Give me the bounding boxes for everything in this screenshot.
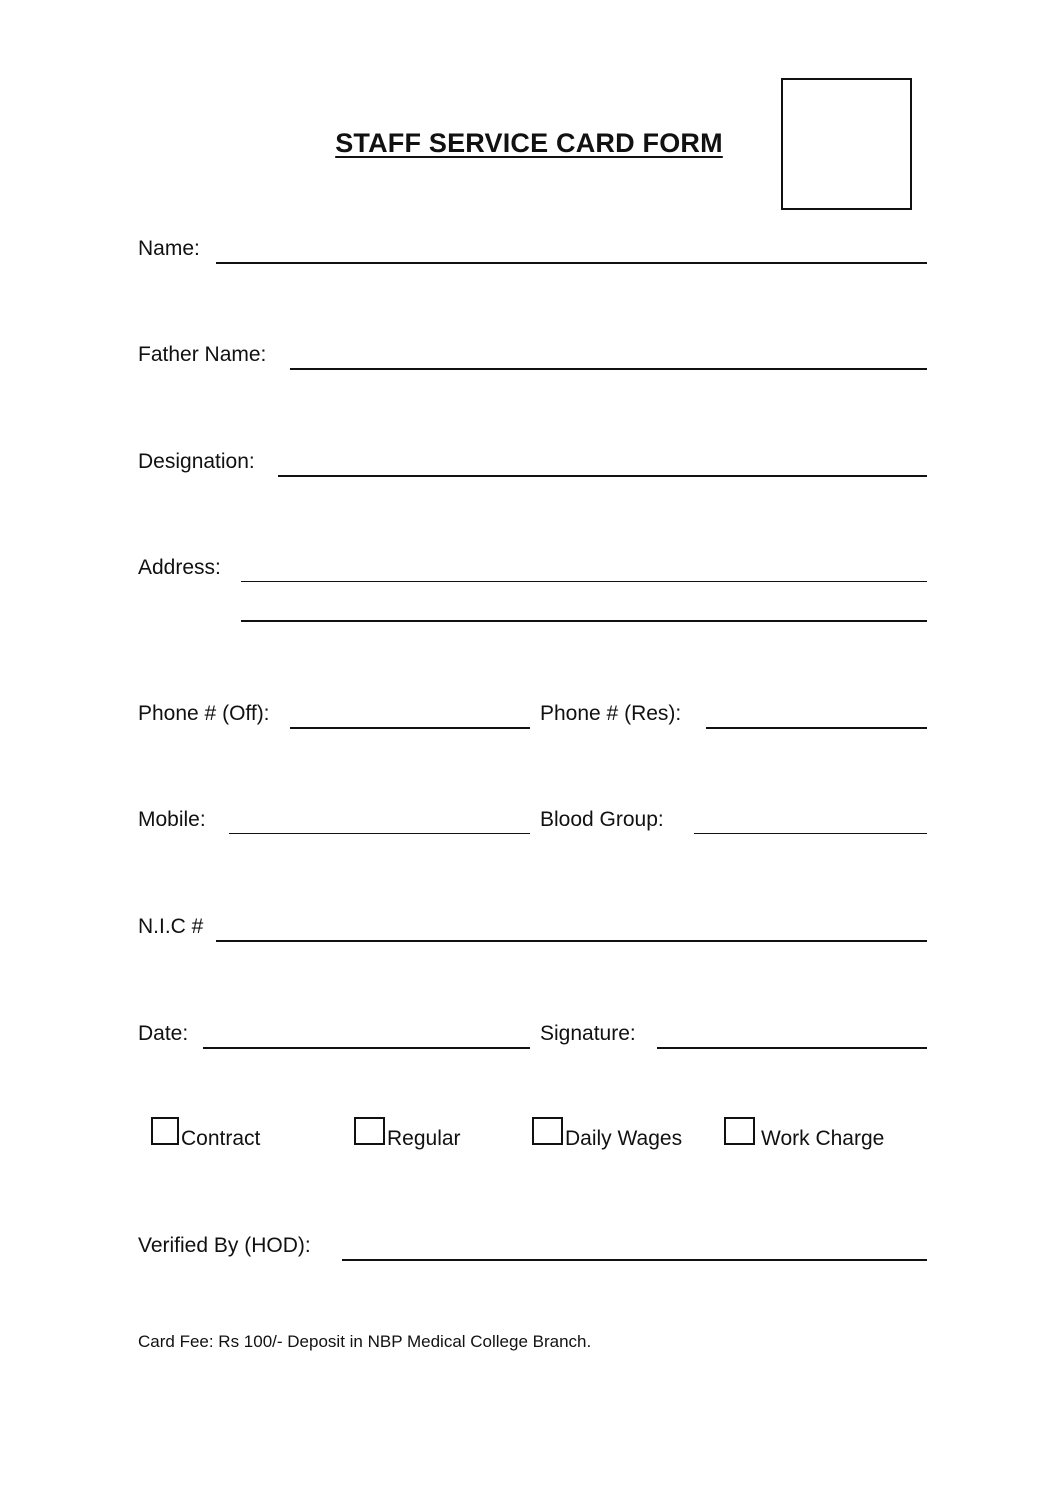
name-label: Name: [138, 237, 200, 260]
phone-off-label: Phone # (Off): [138, 702, 270, 725]
form-title: STAFF SERVICE CARD FORM [335, 128, 723, 158]
date-field[interactable] [203, 1047, 530, 1049]
address-field-line-1[interactable] [241, 581, 927, 582]
daily-wages-label: Daily Wages [565, 1127, 683, 1150]
photo-box [781, 78, 912, 210]
contract-label: Contract [181, 1127, 261, 1150]
verified-by-label: Verified By (HOD): [138, 1234, 311, 1257]
regular-option[interactable] [354, 1117, 461, 1150]
contract-checkbox[interactable] [151, 1117, 179, 1145]
address-label: Address: [138, 556, 221, 579]
phone-res-field[interactable] [706, 727, 927, 729]
work-charge-label: Work Charge [761, 1127, 885, 1150]
blood-group-field[interactable] [694, 833, 927, 834]
signature-label: Signature: [540, 1022, 636, 1045]
daily-wages-option[interactable] [532, 1117, 683, 1150]
name-field[interactable] [216, 262, 927, 264]
phone-off-field[interactable] [290, 727, 530, 729]
signature-field[interactable] [657, 1047, 927, 1049]
regular-checkbox[interactable] [354, 1117, 385, 1145]
work-charge-option[interactable] [724, 1117, 885, 1150]
designation-field[interactable] [278, 475, 927, 477]
card-fee-note: Card Fee: Rs 100/- Deposit in NBP Medical College Branch. [138, 1332, 592, 1351]
mobile-label: Mobile: [138, 808, 206, 831]
date-label: Date: [138, 1022, 189, 1045]
verified-by-field[interactable] [342, 1259, 927, 1261]
nic-field[interactable] [216, 940, 927, 942]
nic-label: N.I.C # [138, 915, 204, 938]
mobile-field[interactable] [229, 833, 530, 834]
phone-res-label: Phone # (Res): [540, 702, 682, 725]
father-name-label: Father Name: [138, 343, 267, 366]
work-charge-checkbox[interactable] [724, 1117, 755, 1145]
daily-wages-checkbox[interactable] [532, 1117, 563, 1145]
designation-label: Designation: [138, 450, 255, 473]
regular-label: Regular [387, 1127, 461, 1150]
contract-option[interactable] [151, 1117, 261, 1150]
father-name-field[interactable] [290, 368, 927, 370]
address-field-line-2[interactable] [241, 620, 927, 622]
blood-group-label: Blood Group: [540, 808, 664, 831]
